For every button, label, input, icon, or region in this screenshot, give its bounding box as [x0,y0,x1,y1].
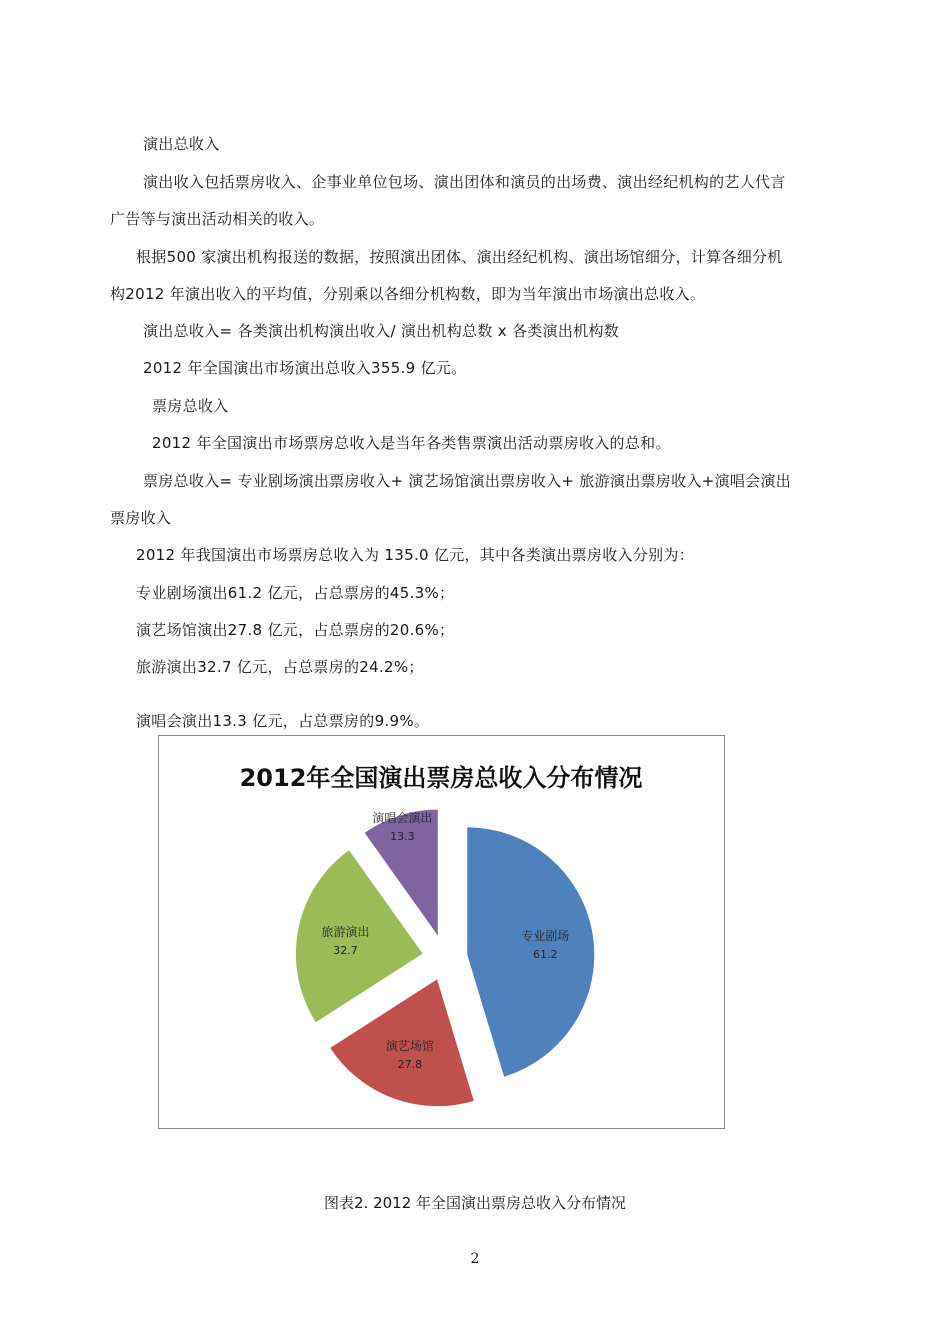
item-performance-venue: 演艺场馆演出27.8 亿元，占总票房的20.6%； [136,621,455,639]
formula-box-office-cont: 票房收入 [110,509,172,527]
pie-chart-canvas [159,736,724,1128]
pie-chart [158,735,725,1129]
slice-value-label: 27.8 [397,1058,423,1072]
item-tourism-show: 旅游演出32.7 亿元，占总票房的24.2%； [136,658,424,676]
formula-total-revenue: 演出总收入= 各类演出机构演出收入/ 演出机构总数 x 各类演出机构数 [143,322,620,340]
slice-label: 旅游演出 [321,924,370,939]
slice-value-label: 61.2 [533,948,558,962]
paragraph-revenue-definition: 演出收入包括票房收入、企事业单位包场、演出团体和演员的出场费、演出经纪机构的艺人代言 [143,173,786,191]
slice-label: 演唱会演出 [372,810,433,825]
paragraph-revenue-definition-cont: 广告等与演出活动相关的收入。 [110,210,325,228]
paragraph-box-office-definition: 2012 年全国演出市场票房总收入是当年各类售票演出活动票房收入的总和。 [152,434,671,452]
item-professional-theater: 专业剧场演出61.2 亿元，占总票房的45.3%； [136,584,455,602]
chart-title: 2012年全国演出票房总收入分布情况 [239,764,643,792]
heading-box-office: 票房总收入 [152,397,229,415]
figure-caption: 图表2. 2012 年全国演出票房总收入分布情况 [323,1194,627,1212]
heading-total-revenue: 演出总收入 [143,135,220,153]
formula-box-office: 票房总收入= 专业剧场演出票房收入+ 演艺场馆演出票房收入+ 旅游演出票房收入+演唱会演出 [143,472,792,490]
paragraph-method-cont: 构2012 年演出收入的平均值，分别乘以各细分机构数，即为当年演出市场演出总收入。 [110,285,706,303]
slice-label: 演艺场馆 [385,1039,434,1054]
page-number: 2 [470,1251,480,1267]
box-office-total: 2012 年我国演出市场票房总收入为 135.0 亿元，其中各类演出票房收入分别为： [136,546,695,564]
pie-slice [467,827,595,1078]
total-revenue-result: 2012 年全国演出市场演出总收入355.9 亿元。 [143,359,467,377]
slice-value-label: 13.3 [390,829,415,843]
paragraph-method: 根据500 家演出机构报送的数据，按照演出团体、演出经纪机构、演出场馆细分，计算各细分机 [136,248,783,266]
slice-label: 专业剧场 [521,929,570,944]
item-concert: 演唱会演出13.3 亿元，占总票房的9.9%。 [136,712,430,730]
slice-value-label: 32.7 [333,943,358,957]
